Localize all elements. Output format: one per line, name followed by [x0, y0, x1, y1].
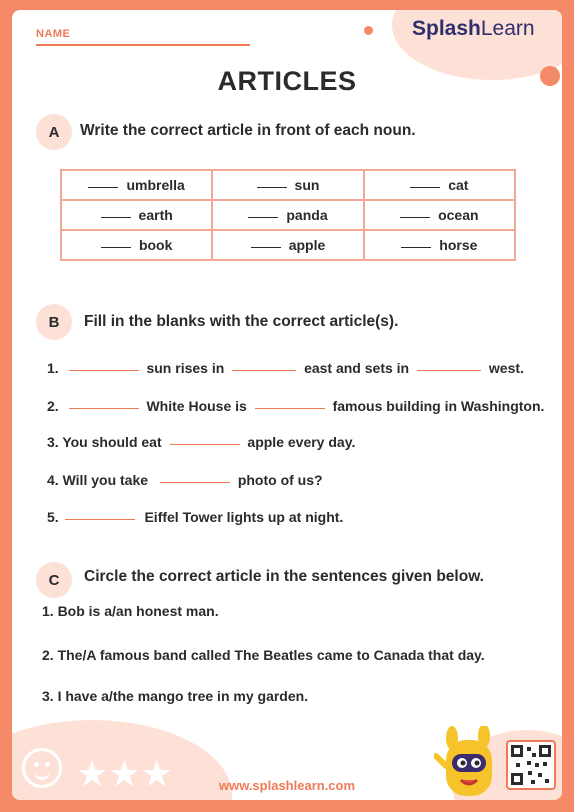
section-c-instruction: Circle the correct article in the sentences given below.	[84, 568, 484, 585]
noun-cell[interactable]: ocean	[364, 200, 515, 230]
noun-cell[interactable]: sun	[212, 170, 363, 200]
logo-bold: Splash	[412, 17, 481, 40]
section-b-instruction: Fill in the blanks with the correct article(s).	[84, 313, 399, 330]
name-label: NAME	[36, 28, 71, 40]
list-item: 2. White House is famous building in Washington.	[47, 398, 545, 414]
noun-cell[interactable]: cat	[364, 170, 515, 200]
star-icon: ★★★	[76, 753, 173, 794]
list-item[interactable]: 1. Bob is a/an honest man.	[42, 603, 219, 619]
page-title: ARTICLES	[217, 66, 357, 96]
list-item: 5. Eiffel Tower lights up at night.	[47, 509, 344, 525]
worksheet	[12, 10, 562, 800]
answer-blank[interactable]	[255, 408, 325, 409]
logo-light: Learn	[480, 17, 535, 40]
noun-cell[interactable]: apple	[212, 230, 363, 260]
noun-cell[interactable]: horse	[364, 230, 515, 260]
noun-cell[interactable]: umbrella	[61, 170, 212, 200]
list-item[interactable]: 3. I have a/the mango tree in my garden.	[42, 688, 309, 704]
noun-cell[interactable]: earth	[61, 200, 212, 230]
section-c-badge: C	[36, 562, 72, 598]
answer-blank[interactable]	[69, 408, 139, 409]
table-row	[61, 170, 515, 200]
list-item: 1. sun rises in east and sets in west.	[47, 360, 524, 376]
answer-blank[interactable]	[69, 370, 139, 371]
section-b-badge: B	[36, 304, 72, 340]
section-a-instruction: Write the correct article in front of each noun.	[80, 122, 416, 139]
table-row	[61, 230, 515, 260]
decor-dot-icon	[364, 26, 373, 35]
section-a-badge: A	[36, 114, 72, 150]
answer-blank[interactable]	[160, 482, 230, 483]
splashlearn-logo	[412, 17, 535, 41]
qr-code-icon[interactable]	[506, 740, 556, 790]
noun-table	[60, 169, 516, 261]
list-item: 4. Will you take photo of us?	[47, 472, 323, 488]
answer-blank[interactable]	[417, 370, 481, 371]
footer-url[interactable]: www.splashlearn.com	[218, 778, 356, 793]
list-item[interactable]: 2. The/A famous band called The Beatles came to Canada that day.	[42, 647, 485, 663]
table-row	[61, 200, 515, 230]
name-field[interactable]	[36, 44, 250, 46]
answer-blank[interactable]	[232, 370, 296, 371]
list-item: 3. You should eat apple every day.	[47, 434, 356, 450]
mascot-icon	[434, 726, 504, 800]
answer-blank[interactable]	[65, 519, 135, 520]
noun-cell[interactable]: panda	[212, 200, 363, 230]
answer-blank[interactable]	[170, 444, 240, 445]
noun-cell[interactable]: book	[61, 230, 212, 260]
